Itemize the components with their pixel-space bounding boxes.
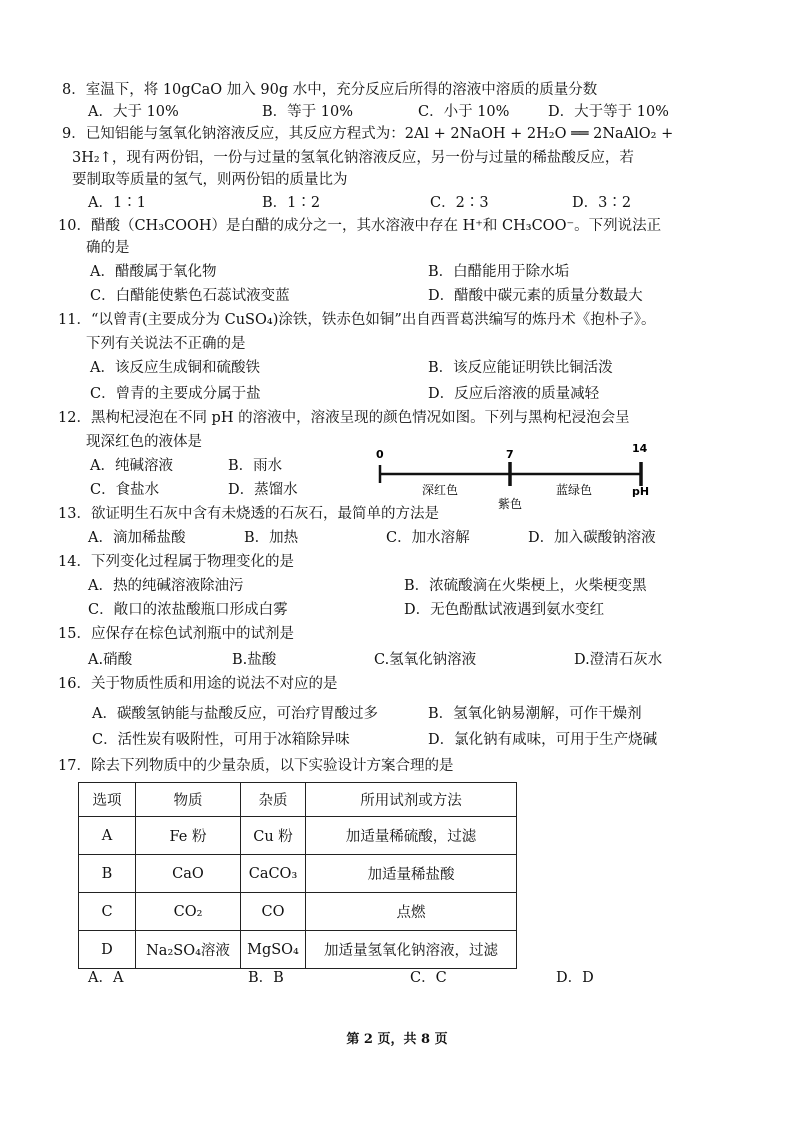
table-cell: 加适量稀盐酸 (306, 855, 517, 893)
q13-option-b: B．加热 (244, 530, 299, 546)
q14-option-d: D．无色酚酞试液遇到氨水变红 (404, 602, 605, 618)
table-cell: CO (241, 893, 306, 931)
q9-option-d: D．3∶2 (572, 195, 632, 211)
q12-option-a: A．纯碱溶液 (90, 458, 173, 474)
q8-option-d: D．大于等于 10% (548, 104, 669, 120)
q12-option-b: B．雨水 (228, 458, 283, 474)
q15-stem: 15．应保存在棕色试剂瓶中的试剂是 (58, 626, 294, 642)
table-header-cell: 选项 (79, 783, 136, 817)
q17-stem: 17．除去下列物质中的少量杂质，以下实验设计方案合理的是 (58, 758, 454, 774)
q16-stem: 16．关于物质性质和用途的说法不对应的是 (58, 676, 338, 692)
q11-option-c: C．曾青的主要成分属于盐 (90, 386, 261, 402)
q11-line1: 11．“以曾青(主要成分为 CuSO₄)涂铁，铁赤色如铜”出自西晋葛洪编写的炼丹术《抱朴子》。 (58, 312, 656, 328)
table-row (79, 931, 517, 969)
table-cell: D (79, 931, 136, 969)
table-header-cell: 杂质 (241, 783, 306, 817)
ph-label-0: 0 (376, 448, 384, 461)
q8-stem: 8．室温下，将 10gCaO 加入 90g 水中，充分反应后所得的溶液中溶质的质量分数 (62, 82, 598, 98)
q14-stem: 14．下列变化过程属于物理变化的是 (58, 554, 294, 570)
table-cell: CaO (136, 855, 241, 893)
table-header-row (79, 783, 517, 817)
q16-option-a: A．碳酸氢钠能与盐酸反应，可治疗胃酸过多 (92, 706, 378, 722)
q12-option-d: D．蒸馏水 (228, 482, 298, 498)
ph-color-deep-red: 深红色 (422, 483, 459, 497)
table-cell: CaCO₃ (241, 855, 306, 893)
table-cell: A (79, 817, 136, 855)
table-cell: 点燃 (306, 893, 517, 931)
q15-option-a: A.硝酸 (88, 652, 133, 668)
q14-option-b: B．浓硫酸滴在火柴梗上，火柴梗变黑 (404, 578, 647, 594)
ph-label-14: 14 (632, 442, 648, 455)
ph-color-purple: 紫色 (498, 497, 523, 511)
q13-option-c: C．加水溶解 (386, 530, 470, 546)
table-header-cell: 所用试剂或方法 (306, 783, 517, 817)
q16-option-b: B．氢氧化钠易潮解，可作干燥剂 (428, 706, 642, 722)
q11-option-a: A．该反应生成铜和硫酸铁 (90, 360, 260, 376)
q9-line1: 9．已知铝能与氢氧化钠溶液反应，其反应方程式为：2Al + 2NaOH + 2H₂O ══ 2NaAlO₂ + (62, 126, 674, 142)
table-cell: Fe 粉 (136, 817, 241, 855)
q9-line2: 3H₂↑，现有两份铝，一份与过量的氢氧化钠溶液反应，另一份与过量的稀盐酸反应，若 (72, 150, 634, 166)
q9-line3: 要制取等质量的氢气，则两份铝的质量比为 (72, 172, 348, 188)
q10-line2: 确的是 (86, 240, 130, 256)
q13-option-d: D．加入碳酸钠溶液 (528, 530, 656, 546)
q10-option-d: D．醋酸中碳元素的质量分数最大 (428, 288, 643, 304)
q10-option-b: B．白醋能用于除水垢 (428, 264, 570, 280)
q10-line1: 10．醋酸（CH₃COOH）是白醋的成分之一，其水溶液中存在 H⁺和 CH₃COO⁻。下列说法正 (58, 218, 662, 234)
table-header-cell: 物质 (136, 783, 241, 817)
q16-option-d: D．氯化钠有咸味，可用于生产烧碱 (428, 732, 658, 748)
q12-line2: 现深红色的液体是 (86, 434, 202, 450)
table-cell: 加适量稀硫酸，过滤 (306, 817, 517, 855)
q13-option-a: A．滴加稀盐酸 (88, 530, 186, 546)
table-row (79, 855, 517, 893)
table-cell: 加适量氢氧化钠溶液，过滤 (306, 931, 517, 969)
q10-option-a: A．醋酸属于氧化物 (90, 264, 217, 280)
q14-option-c: C．敞口的浓盐酸瓶口形成白雾 (88, 602, 288, 618)
q13-stem: 13．欲证明生石灰中含有未烧透的石灰石，最简单的方法是 (58, 506, 439, 522)
q15-option-b: B.盐酸 (232, 652, 277, 668)
page-footer: 第 2 页，共 8 页 (346, 1032, 448, 1047)
q14-option-a: A．热的纯碱溶液除油污 (88, 578, 244, 594)
q17-table (78, 782, 517, 969)
q9-option-b: B．1∶2 (262, 195, 321, 211)
q11-option-b: B．该反应能证明铁比铜活泼 (428, 360, 613, 376)
table-cell: MgSO₄ (241, 931, 306, 969)
q11-line2: 下列有关说法不正确的是 (86, 336, 246, 352)
q8-option-c: C．小于 10% (418, 104, 510, 120)
q16-option-c: C．活性炭有吸附性，可用于冰箱除异味 (92, 732, 350, 748)
q8-option-a: A．大于 10% (88, 104, 179, 120)
q17-option-c: C．C (410, 970, 447, 986)
table-row (79, 893, 517, 931)
q10-option-c: C．白醋能使紫色石蕊试液变蓝 (90, 288, 290, 304)
q15-option-d: D.澄清石灰水 (574, 652, 663, 668)
table-row (79, 817, 517, 855)
ph-label-7: 7 (506, 448, 514, 461)
ph-color-blue-green: 蓝绿色 (556, 483, 593, 497)
table-cell: Na₂SO₄溶液 (136, 931, 241, 969)
q17-option-a: A．A (88, 970, 124, 986)
q9-option-a: A．1∶1 (88, 195, 146, 211)
q17-option-d: D．D (556, 970, 594, 986)
q12-option-c: C．食盐水 (90, 482, 160, 498)
table-cell: B (79, 855, 136, 893)
table-cell: C (79, 893, 136, 931)
q8-option-b: B．等于 10% (262, 104, 353, 120)
table-cell: CO₂ (136, 893, 241, 931)
q15-option-c: C.氢氧化钠溶液 (374, 652, 477, 668)
ph-axis-label: pH (632, 485, 650, 498)
q12-line1: 12．黑枸杞浸泡在不同 pH 的溶液中，溶液呈现的颜色情况如图。下列与黑枸杞浸泡会呈 (58, 410, 630, 426)
q11-option-d: D．反应后溶液的质量减轻 (428, 386, 600, 402)
q17-option-b: B．B (248, 970, 284, 986)
table-cell: Cu 粉 (241, 817, 306, 855)
q9-option-c: C．2∶3 (430, 195, 489, 211)
